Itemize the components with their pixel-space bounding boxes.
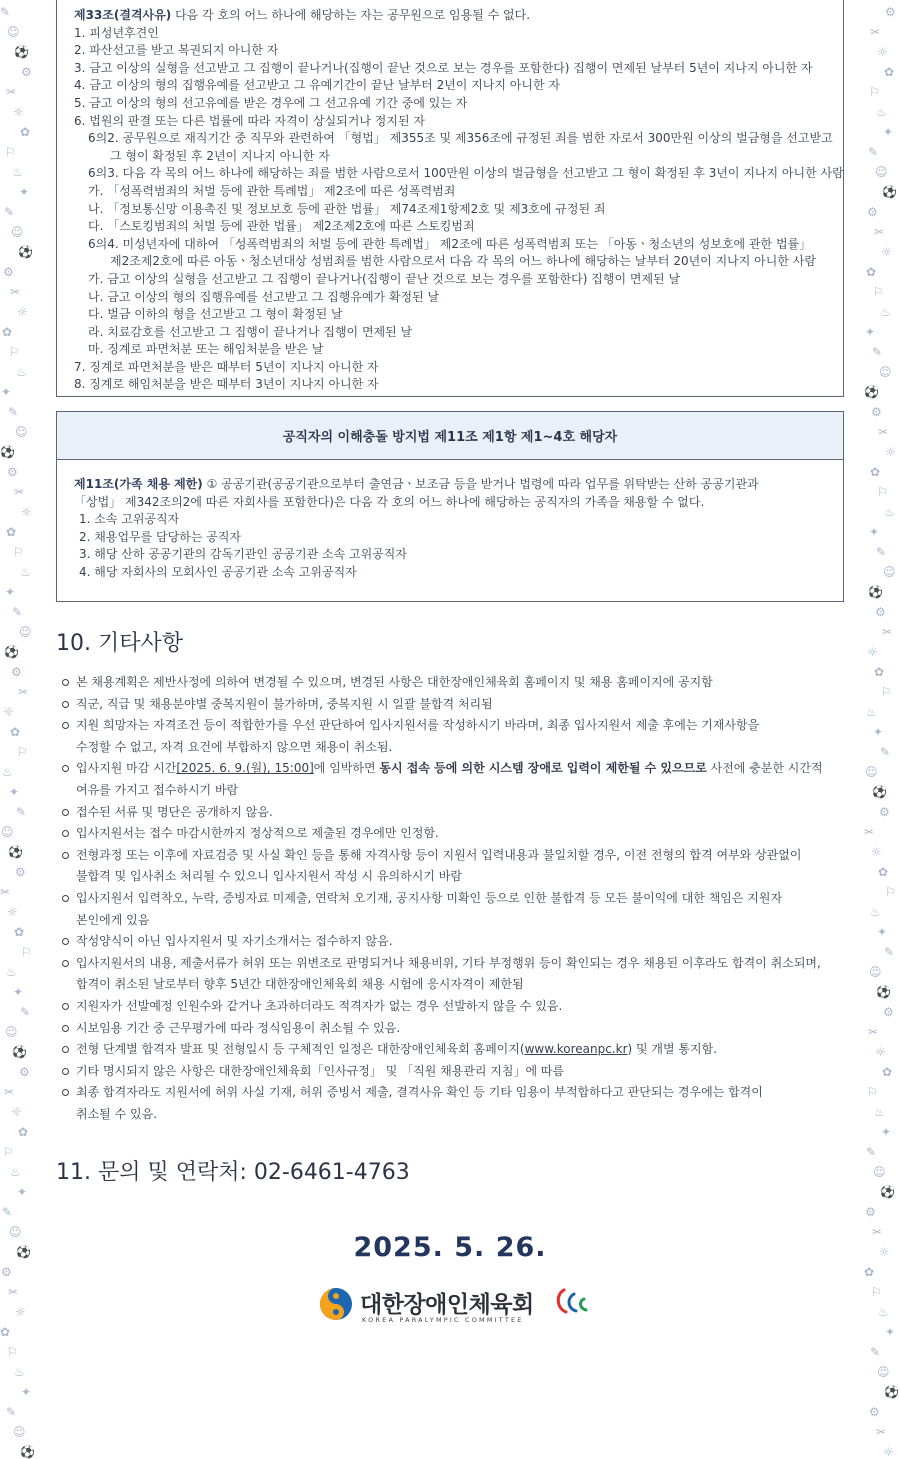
list-item-continuation: 여유를 가지고 접수하시기 바람	[76, 782, 239, 797]
pattern-doodle-icon: ✿	[884, 65, 895, 79]
pattern-doodle-icon: ⚙	[885, 5, 896, 19]
bullet-icon	[62, 960, 69, 967]
pattern-doodle-icon: ☼	[877, 45, 888, 59]
pattern-doodle-icon: ☺	[873, 1165, 886, 1179]
pattern-doodle-icon: ⚽	[876, 985, 891, 999]
pattern-doodle-icon: ♨	[6, 965, 17, 979]
pattern-doodle-icon: ☺	[869, 965, 882, 979]
pattern-doodle-icon: ✦	[1, 385, 12, 399]
pattern-doodle-icon: ✿	[870, 465, 881, 479]
pattern-doodle-icon: ✦	[21, 1385, 32, 1399]
list-item-continuation: 본인에게 있음	[76, 912, 150, 927]
pattern-doodle-icon: ☼	[881, 245, 892, 259]
pattern-doodle-icon: ✎	[20, 1005, 31, 1019]
pattern-doodle-icon: ⚙	[19, 1065, 30, 1079]
pattern-doodle-icon: ✿	[864, 1265, 875, 1279]
pattern-doodle-icon: ♨	[20, 565, 31, 579]
pattern-doodle-icon: ♨	[16, 365, 27, 379]
bullet-icon	[62, 1046, 69, 1053]
article-line: 라. 치료감호를 선고받고 그 집행이 끝나거나 집행이 면제된 날	[88, 324, 413, 339]
pattern-doodle-icon: ✎	[870, 1345, 881, 1359]
pattern-doodle-icon: ⚐	[885, 885, 896, 899]
pattern-doodle-icon: ⚽	[20, 1445, 35, 1459]
pattern-doodle-icon: ⚙	[871, 405, 882, 419]
pattern-doodle-icon: ✂	[874, 225, 885, 239]
pattern-doodle-icon: ☺	[11, 225, 24, 239]
pattern-doodle-icon: ⚐	[881, 685, 892, 699]
agitos-icon	[554, 1286, 594, 1316]
list-item: 접수된 서류 및 명단은 공개하지 않음.	[62, 802, 846, 824]
right-pattern-strip	[864, 0, 900, 1458]
article-line: 6의4. 미성년자에 대하여 「성폭력범죄의 처벌 등에 관한 특례법」 제2조에 따른 성폭력범죄 또는 「아동ㆍ청소년의 성보호에 관한 법률」	[88, 236, 812, 251]
list-item: 전형 단계별 합격자 발표 및 전형일시 등 구체적인 일정은 대한장애인체육회 홈페이지(www.koreanpc.kr) 및 개별 통지함.	[62, 1039, 846, 1061]
pattern-doodle-icon: ♨	[12, 165, 23, 179]
list-item: 입사지원서의 내용, 제출서류가 허위 또는 위변조로 판명되거나 채용비위, 기타 부정행위 등이 확인되는 경우 채용된 이후라도 합격이 취소되며,	[62, 953, 846, 975]
pattern-doodle-icon: ⚽	[8, 845, 23, 859]
article-line: 6. 법원의 판결 또는 다른 법률에 따라 자격이 상실되거나 정지된 자	[74, 113, 425, 128]
pattern-doodle-icon: ☼	[875, 1045, 886, 1059]
conflict-box-header: 공직자의 이해충돌 방지법 제11조 제1항 제1~4호 해당자	[57, 412, 843, 460]
pattern-doodle-icon: ✦	[19, 185, 30, 199]
pattern-doodle-icon: ⚐	[5, 145, 16, 159]
bullet-icon	[62, 722, 69, 729]
pattern-doodle-icon: ☼	[867, 645, 878, 659]
pattern-doodle-icon: ☼	[879, 1245, 890, 1259]
bullet-icon	[62, 1068, 69, 1075]
pattern-doodle-icon: ☺	[879, 365, 892, 379]
list-item-continuation: 수정할 수 없고, 자격 요건에 부합하지 않으면 채용이 취소됨.	[76, 739, 393, 754]
pattern-doodle-icon: ☼	[3, 705, 14, 719]
section-11-title: 11. 문의 및 연락처: 02-6461-4763	[56, 1160, 410, 1185]
pattern-doodle-icon: ✿	[2, 325, 13, 339]
pattern-doodle-icon: ⚐	[877, 485, 888, 499]
article-line: 8. 징계로 해임처분을 받은 때부터 3년이 지나지 아니한 자	[74, 377, 379, 392]
pattern-doodle-icon: ⚽	[868, 585, 883, 599]
org-name-english: KOREA PARALYMPIC COMMITTEE	[362, 1316, 524, 1324]
kpc-symbol-icon	[318, 1286, 354, 1322]
pattern-doodle-icon: ☺	[883, 565, 896, 579]
list-item: 전형과정 또는 이후에 자료검증 및 사실 확인 등을 통해 자격사항 등이 지원서 입력내용과 불일치할 경우, 이전 전형의 합격 여부와 상관없이	[62, 845, 846, 867]
pattern-doodle-icon: ⚽	[0, 445, 15, 459]
pattern-doodle-icon: ✿	[20, 125, 31, 139]
article-line: 가. 금고 이상의 실형을 선고받고 그 집행이 끝나거나(집행이 끝난 것으로 보는 경우를 포함한다) 집행이 면제된 날	[88, 271, 681, 286]
pattern-doodle-icon: ♨	[874, 1105, 885, 1119]
pattern-doodle-icon: ⚙	[869, 1405, 880, 1419]
article-line: 6의2. 공무원으로 재직기간 중 직무와 관련하여 「형법」 제355조 및 제356조에 규정된 죄를 범한 자로서 300만원 이상의 벌금형을 선고받고	[88, 131, 833, 146]
pattern-doodle-icon: ♨	[866, 705, 877, 719]
pattern-doodle-icon: ✎	[868, 145, 879, 159]
article-line: 3. 해당 산하 공공기관의 감독기관인 공공기관 소속 고위공직자	[79, 547, 407, 562]
article-11-heading: 제11조(가족 채용 제한) ① 공공기관(공공기관으로부터 출연금ㆍ보조금 등을 받거나 법령에 따라 업무를 위탁받는 산하 공공기관과	[74, 477, 759, 491]
pattern-doodle-icon: ⚙	[7, 465, 18, 479]
pattern-doodle-icon: ⚙	[875, 605, 886, 619]
pattern-doodle-icon: ✎	[12, 605, 23, 619]
pattern-doodle-icon: ✦	[17, 1185, 28, 1199]
pattern-doodle-icon: ☺	[9, 1225, 22, 1239]
pattern-doodle-icon: ☺	[1, 825, 14, 839]
pattern-doodle-icon: ✦	[883, 125, 894, 139]
bullet-icon	[62, 938, 69, 945]
pattern-doodle-icon: ☼	[7, 905, 18, 919]
list-item: 지원 희망자는 자격조건 등이 적합한가를 우선 판단하여 입사지원서를 작성하시기 바라며, 최종 입사지원서 제출 후에는 기재사항을	[62, 715, 846, 737]
pattern-doodle-icon: ✂	[870, 25, 881, 39]
list-item: 입사지원 마감 시간[2025. 6. 9.(월), 15:00]에 임박하면 동시 접속 등에 의한 시스템 장애로 입력이 제한될 수 있으므로 사전에 충분한 시간적	[62, 758, 846, 780]
pattern-doodle-icon: ♨	[14, 1365, 25, 1379]
other-notes-list	[62, 672, 846, 1125]
list-item-continuation: 합격이 취소된 날로부터 향후 5년간 대한장애인체육회 채용 시험에 응시자격이 제한됨	[76, 977, 524, 992]
pattern-doodle-icon: ✂	[872, 1225, 883, 1239]
pattern-doodle-icon: ♨	[10, 1165, 21, 1179]
bullet-icon	[62, 852, 69, 859]
pattern-doodle-icon: ✿	[18, 1125, 29, 1139]
pattern-doodle-icon: ✂	[18, 685, 29, 699]
pattern-doodle-icon: ⚐	[13, 545, 24, 559]
bullet-icon	[62, 1089, 69, 1096]
pattern-doodle-icon: ♨	[870, 905, 881, 919]
pattern-doodle-icon: ⚽	[872, 785, 887, 799]
list-item: 직군, 직급 및 채용분야별 중복지원이 불가하며, 중복지원 시 일괄 불합격 처리됨	[62, 694, 846, 716]
pattern-doodle-icon: ⚙	[867, 205, 878, 219]
article-line: 4. 해당 자회사의 모회사인 공공기관 소속 고위공직자	[79, 564, 357, 579]
list-item: 지원자가 선발예정 인원수와 같거나 초과하더라도 적격자가 없는 경우 선발하지 않을 수 있음.	[62, 996, 846, 1018]
pattern-doodle-icon: ✂	[868, 1025, 879, 1039]
pattern-doodle-icon: ☼	[883, 1445, 894, 1459]
pattern-doodle-icon: ♨	[2, 765, 13, 779]
list-item: 최종 합격자라도 지원서에 허위 사실 기재, 허위 증빙서 제출, 결격사유 확인 등 기타 임용이 부적합하다고 판단되는 경우에는 합격이	[62, 1082, 846, 1104]
pattern-doodle-icon: ✎	[4, 205, 15, 219]
article-line: 1. 소속 고위공직자	[79, 512, 180, 527]
article-33-heading: 제33조(결격사유) 다음 각 호의 어느 하나에 해당하는 자는 공무원으로 임용될 수 없다.	[74, 8, 531, 22]
list-item: 기타 명시되지 않은 사항은 대한장애인체육회「인사규정」 및 「직원 채용관리 지침」에 따름	[62, 1061, 846, 1083]
pattern-doodle-icon: ✎	[872, 345, 883, 359]
article-line: 가. 「성폭력범죄의 처벌 등에 관한 특례법」 제2조에 따른 성폭력범죄	[88, 183, 456, 198]
pattern-doodle-icon: ☺	[19, 625, 32, 639]
article-line: 6의3. 다음 각 목의 어느 하나에 해당하는 죄를 범한 사람으로서 100만원 이상의 벌금형을 선고받고 그 형이 확정된 후 3년이 지나지 아니한 사람	[88, 166, 844, 181]
pattern-doodle-icon: ⚽	[4, 645, 19, 659]
pattern-doodle-icon: ✿	[882, 1065, 893, 1079]
pattern-doodle-icon: ♨	[878, 1305, 889, 1319]
pattern-doodle-icon: ☺	[877, 1365, 890, 1379]
article-line: 2. 파산선고를 받고 복권되지 아니한 자	[74, 43, 279, 58]
section-10-title: 10. 기타사항	[56, 631, 183, 656]
pattern-doodle-icon: ☺	[13, 1425, 26, 1439]
disqualification-box	[56, 0, 844, 397]
pattern-doodle-icon: ☼	[871, 845, 882, 859]
pattern-doodle-icon: ✂	[878, 425, 889, 439]
pattern-doodle-icon: ✎	[884, 945, 895, 959]
pattern-doodle-icon: ✂	[876, 1425, 887, 1439]
pattern-doodle-icon: ⚽	[16, 1245, 31, 1259]
pattern-doodle-icon: ⚽	[884, 1385, 899, 1399]
pattern-doodle-icon: ✦	[873, 725, 884, 739]
pattern-doodle-icon: ✿	[874, 665, 885, 679]
pattern-doodle-icon: ♨	[884, 505, 895, 519]
pattern-doodle-icon: ✦	[865, 325, 876, 339]
list-item: 입사지원서 입력착오, 누락, 증빙자료 미제출, 연락처 오기재, 공지사항 미확인 등으로 인한 불합격 등 모든 불이익에 대한 책임은 지원자	[62, 888, 846, 910]
article-line: 5. 금고 이상의 형의 선고유예를 받은 경우에 그 선고유예 기간 중에 있는 자	[74, 95, 468, 110]
pattern-doodle-icon: ⚐	[869, 85, 880, 99]
pattern-doodle-icon: ⚙	[3, 265, 14, 279]
article-line: 4. 금고 이상의 형의 집행유예를 선고받고 그 유예기간이 끝난 날부터 2년이 지나지 아니한 자	[74, 78, 560, 93]
pattern-doodle-icon: ☼	[17, 305, 28, 319]
pattern-doodle-icon: ✎	[0, 5, 11, 19]
pattern-doodle-icon: ⚽	[12, 1045, 27, 1059]
pattern-doodle-icon: ✿	[14, 925, 25, 939]
pattern-doodle-icon: ☼	[11, 1105, 22, 1119]
pattern-doodle-icon: ✿	[6, 525, 17, 539]
pattern-doodle-icon: ✿	[0, 1325, 11, 1339]
pattern-doodle-icon: ✦	[13, 985, 24, 999]
pattern-doodle-icon: ⚐	[21, 945, 32, 959]
pattern-doodle-icon: ⚽	[880, 1185, 895, 1199]
list-item-continuation: 불합격 및 입사취소 처리될 수 있으니 입사지원서 작성 시 유의하시기 바람	[76, 869, 462, 884]
pattern-doodle-icon: ☼	[13, 105, 24, 119]
list-item: 입사지원서는 접수 마감시한까지 정상적으로 제출된 경우에만 인정함.	[62, 823, 846, 845]
pattern-doodle-icon: ⚙	[11, 665, 22, 679]
pattern-doodle-icon: ⚐	[871, 1285, 882, 1299]
pattern-doodle-icon: ☼	[21, 505, 32, 519]
pattern-doodle-icon: ✂	[8, 1285, 19, 1299]
pattern-doodle-icon: ☺	[15, 425, 28, 439]
pattern-doodle-icon: ☼	[885, 445, 896, 459]
pattern-doodle-icon: ✿	[10, 725, 21, 739]
pattern-doodle-icon: ⚐	[873, 285, 884, 299]
pattern-doodle-icon: ⚽	[882, 185, 897, 199]
article-line: 7. 징계로 파면처분을 받은 때부터 5년이 지나지 아니한 자	[74, 359, 379, 374]
pattern-doodle-icon: ✦	[9, 785, 20, 799]
bullet-icon	[62, 1025, 69, 1032]
pattern-doodle-icon: ☺	[7, 25, 20, 39]
pattern-doodle-icon: ✿	[878, 865, 889, 879]
pattern-doodle-icon: ✂	[4, 1085, 15, 1099]
pattern-doodle-icon: ✂	[14, 485, 25, 499]
pattern-doodle-icon: ✎	[6, 1405, 17, 1419]
left-pattern-strip	[0, 0, 36, 1458]
bullet-icon	[62, 809, 69, 816]
bullet-icon	[62, 679, 69, 686]
pattern-doodle-icon: ✦	[5, 585, 16, 599]
pattern-doodle-icon: ✦	[869, 525, 880, 539]
pattern-doodle-icon: ✎	[880, 745, 891, 759]
bullet-icon	[62, 895, 69, 902]
article-line: 다. 벌금 이하의 형을 선고받고 그 형이 확정된 날	[88, 307, 343, 322]
pattern-doodle-icon: ✎	[16, 805, 27, 819]
pattern-doodle-icon: ✦	[877, 925, 888, 939]
article-line: 2. 채용업무를 담당하는 공직자	[79, 529, 241, 544]
pattern-doodle-icon: ⚙	[21, 65, 32, 79]
pattern-doodle-icon: ☼	[15, 1305, 26, 1319]
pattern-doodle-icon: ♨	[876, 105, 887, 119]
pattern-doodle-icon: ✎	[8, 405, 19, 419]
list-item-continuation: 취소될 수 있음.	[76, 1106, 157, 1121]
article-line: 마. 징계로 파면처분 또는 해임처분을 받은 날	[88, 342, 324, 357]
list-item: 시보임용 기간 중 근무평가에 따라 정식임용이 취소될 수 있음.	[62, 1018, 846, 1040]
list-item: 본 채용계획은 제반사정에 의하여 변경될 수 있으며, 변경된 사항은 대한장애인체육회 홈페이지 및 채용 홈페이지에 공지함	[62, 672, 846, 694]
org-logo	[318, 1282, 590, 1330]
bullet-icon	[62, 1003, 69, 1010]
pattern-doodle-icon: ⚙	[15, 865, 26, 879]
pattern-doodle-icon: ✎	[866, 1145, 877, 1159]
org-name: 대한장애인체육회	[360, 1292, 534, 1318]
article-line: 1. 피성년후견인	[74, 25, 159, 40]
pattern-doodle-icon: ✂	[0, 885, 11, 899]
pattern-doodle-icon: ⚐	[17, 745, 28, 759]
pattern-doodle-icon: ♨	[880, 305, 891, 319]
pattern-doodle-icon: ⚐	[3, 1145, 14, 1159]
pattern-doodle-icon: ✂	[10, 285, 21, 299]
pattern-doodle-icon: ☺	[865, 765, 878, 779]
pattern-doodle-icon: ⚽	[14, 45, 29, 59]
pattern-doodle-icon: ✎	[876, 545, 887, 559]
article-line: 다. 「스토킹범죄의 처벌 등에 관한 법률」 제2조제2호에 따른 스토킹범죄	[88, 219, 475, 234]
pattern-doodle-icon: ✦	[885, 1325, 896, 1339]
pattern-doodle-icon: ⚽	[18, 245, 33, 259]
pattern-doodle-icon: ⚙	[883, 1005, 894, 1019]
article-line: 3. 금고 이상의 실형을 선고받고 그 집행이 끝나거나(집행이 끝난 것으로 보는 경우를 포함한다) 집행이 면제된 날부터 5년이 지나지 아니한 자	[74, 60, 813, 75]
announcement-date: 2025. 5. 26.	[353, 1232, 547, 1263]
pattern-doodle-icon: ✂	[864, 825, 875, 839]
bullet-icon	[62, 701, 69, 708]
bullet-icon	[62, 765, 69, 772]
pattern-doodle-icon: ⚙	[1, 1265, 12, 1279]
article-line: 「상법」 제342조의2에 따른 자회사를 포함한다)은 다음 각 호의 어느 하나에 해당하는 공직자의 가족을 채용할 수 없다.	[74, 494, 705, 509]
conflict-of-interest-box	[56, 411, 844, 602]
pattern-doodle-icon: ☺	[875, 165, 888, 179]
pattern-doodle-icon: ⚐	[867, 1085, 878, 1099]
pattern-doodle-icon: ✂	[6, 85, 17, 99]
homepage-link[interactable]: www.koreanpc.kr	[524, 1042, 628, 1057]
pattern-doodle-icon: ⚐	[9, 345, 20, 359]
article-line: 나. 금고 이상의 형의 집행유예를 선고받고 그 집행유예가 확정된 날	[88, 289, 440, 304]
pattern-doodle-icon: ⚽	[864, 385, 879, 399]
pattern-doodle-icon: ⚙	[879, 805, 890, 819]
pattern-doodle-icon: ✿	[866, 265, 877, 279]
list-item: 작성양식이 아닌 입사지원서 및 자기소개서는 접수하지 않음.	[62, 931, 846, 953]
pattern-doodle-icon: ⚐	[7, 1345, 18, 1359]
pattern-doodle-icon: ✂	[882, 625, 893, 639]
pattern-doodle-icon: ⚙	[865, 1205, 876, 1219]
pattern-doodle-icon: ✦	[881, 1125, 892, 1139]
pattern-doodle-icon: ✎	[2, 1205, 13, 1219]
bullet-icon	[62, 830, 69, 837]
article-line: 제2조제2호에 따른 아동ㆍ청소년대상 성범죄를 범한 사람으로서 다음 각 목의 어느 하나에 해당하는 날부터 20년이 지나지 아니한 사람	[110, 254, 816, 269]
article-line: 나. 「정보통신망 이용촉진 및 정보보호 등에 관한 법률」 제74조제1항제2호 및 제3호에 규정된 죄	[88, 201, 606, 216]
article-line: 그 형이 확정된 후 2년이 지나지 아니한 자	[110, 148, 330, 163]
pattern-doodle-icon: ☺	[5, 1025, 18, 1039]
